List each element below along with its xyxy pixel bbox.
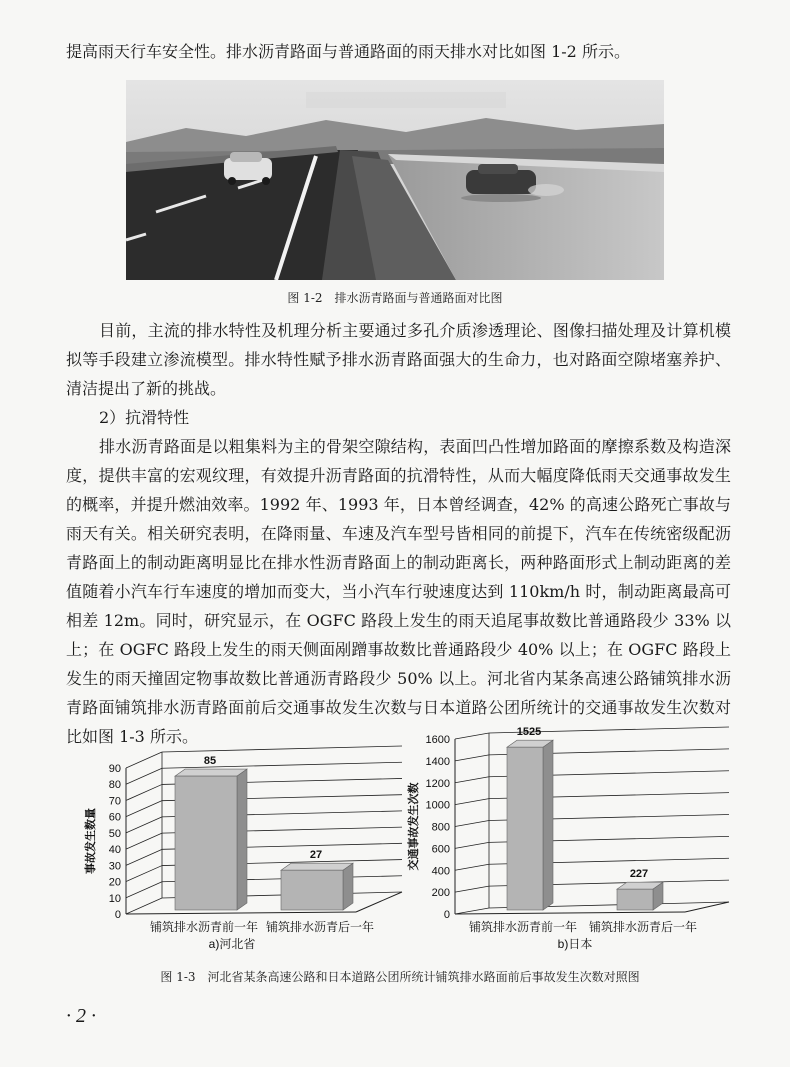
floor-side-edge [356,892,402,912]
gridline-depth [126,849,162,865]
section-heading-skid-resistance: 2）抗滑特性 [99,408,190,427]
gridline-depth [126,898,162,914]
bar [617,889,653,910]
floor-side-edge [685,902,729,912]
bar-top-face [281,863,353,870]
y-tick-label: 1000 [425,799,450,812]
x-category-label: 铺筑排水沥青前一年 [149,920,259,934]
data-label: 227 [629,868,649,881]
y-tick-label: 30 [108,860,121,873]
paragraph-intro: 提高雨天行车安全性。排水沥青路面与普通路面的雨天排水对比如图 1-2 所示。 [66,42,630,61]
gridline-depth [455,755,489,761]
y-tick-label: 1400 [425,755,450,768]
gridline-depth [455,842,489,848]
bar [175,776,237,910]
x-category-label: 铺筑排水沥青后一年 [588,920,698,934]
chart-subcaption: b)日本 [557,937,593,951]
figure-1-3-caption: 图 1-3 河北省某条高速公路和日本道路公团所统计铺筑排水路面前后事故发生次数对照图 [160,970,640,984]
gridline-depth [126,866,162,882]
bar [507,747,543,910]
y-tick-label: 60 [108,811,121,824]
paragraph-drainage-models: 目前，主流的排水特性及机理分析主要通过多孔介质渗透理论、图像扫描处理及计算机模拟等手段建立渗流模型。排水特性赋予排水沥青路面强大的生命力，也对路面空隙堵塞养护、清洁提出了新的挑战。 [66,321,731,398]
gridline-depth [455,908,489,914]
gridline-depth [126,833,162,849]
gridline-depth [455,733,489,739]
chart-japan [405,725,710,960]
y-tick-label: 1200 [425,777,450,790]
y-tick-label: 80 [108,779,121,792]
y-axis-label: 交通事故发生次数 [408,782,420,871]
y-tick-label: 600 [431,843,450,856]
gridline-depth [126,882,162,898]
y-axis-label: 事故发生数量 [85,808,97,874]
gridline-depth [126,801,162,817]
gridline-depth [455,864,489,870]
y-tick-label: 1600 [425,734,450,746]
chart-hebei [80,725,390,960]
y-tick-label: 20 [108,876,121,889]
data-label: 85 [203,755,217,768]
road-comparison-photo [126,80,664,280]
floor-front-edge [455,912,685,914]
gridline-depth [455,799,489,805]
bar-side-face [343,863,353,910]
y-tick-label: 40 [108,844,121,857]
y-tick-label: 50 [108,827,121,840]
bar-top-face [175,769,247,776]
road-photo-illustration [126,80,664,280]
y-tick-label: 400 [431,865,450,878]
y-tick-label: 0 [443,909,450,921]
floor-front-edge [126,912,356,914]
figure-1-2-caption: 图 1-2 排水沥青路面与普通路面对比图 [287,291,503,305]
data-label: 27 [309,849,323,862]
gridline [162,762,402,768]
gridline [162,746,402,752]
gridline-depth [126,784,162,800]
y-tick-label: 90 [108,763,121,775]
bar-side-face [237,769,247,910]
x-category-label: 铺筑排水沥青前一年 [468,920,578,934]
data-label: 1525 [516,726,542,739]
bar-side-face [543,740,553,910]
paragraph-skid-resistance: 排水沥青路面是以粗集料为主的骨架空隙结构，表面凹凸性增加路面的摩擦系数及构造深度，提供丰富的宏观纹理，有效提升沥青路面的抗滑特性，从而大幅度降低雨天交通事故发生的概率，并提升燃油效率。1992 年、1993 年，日本曾经调查，42% 的高速公路死亡事故与雨天有关。相关研究表明，在降雨量、车速及汽车型号皆相同的前提下，汽车在传统密级配沥青路面上的制动距离明显比在排水性沥青路面上的制动距离长，两种路面形式上制动距离的差值随着小汽车行车速度的增加而变大，当小汽车行驶速度达到 110km/h 时，制动距离最高可相差 12m。同时，研究显示，在 OGFC 路段上发生的雨天追尾事故数比普通路段少 33% 以上；在 OGFC 路段上发生的雨天侧面剐蹭事故数比普通路段少 40% 以上；在 OGFC 路段上发生的雨天撞固定物事故数比普通沥青路段少 50% 以上。河北省内某条高速公路铺筑排水沥青路面铺筑排水沥青路面前后交通事故发生次数与日本道路公团所统计的交通事故发生次数对比如图 1-3 所示。 [66,437,731,746]
bar [281,870,343,910]
page-number: · 2 · [66,1005,96,1027]
y-tick-label: 10 [108,892,121,905]
gridline-depth [126,768,162,784]
y-tick-label: 200 [431,887,450,900]
y-tick-label: 70 [108,795,121,808]
y-tick-label: 800 [431,821,450,834]
gridline-depth [455,777,489,783]
gridline-depth [455,886,489,892]
chart-subcaption: a)河北省 [208,937,256,951]
gridline-depth [126,817,162,833]
gridline-depth [126,752,162,768]
gridline-depth [455,821,489,827]
y-tick-label: 0 [114,909,121,921]
x-category-label: 铺筑排水沥青后一年 [265,920,375,934]
